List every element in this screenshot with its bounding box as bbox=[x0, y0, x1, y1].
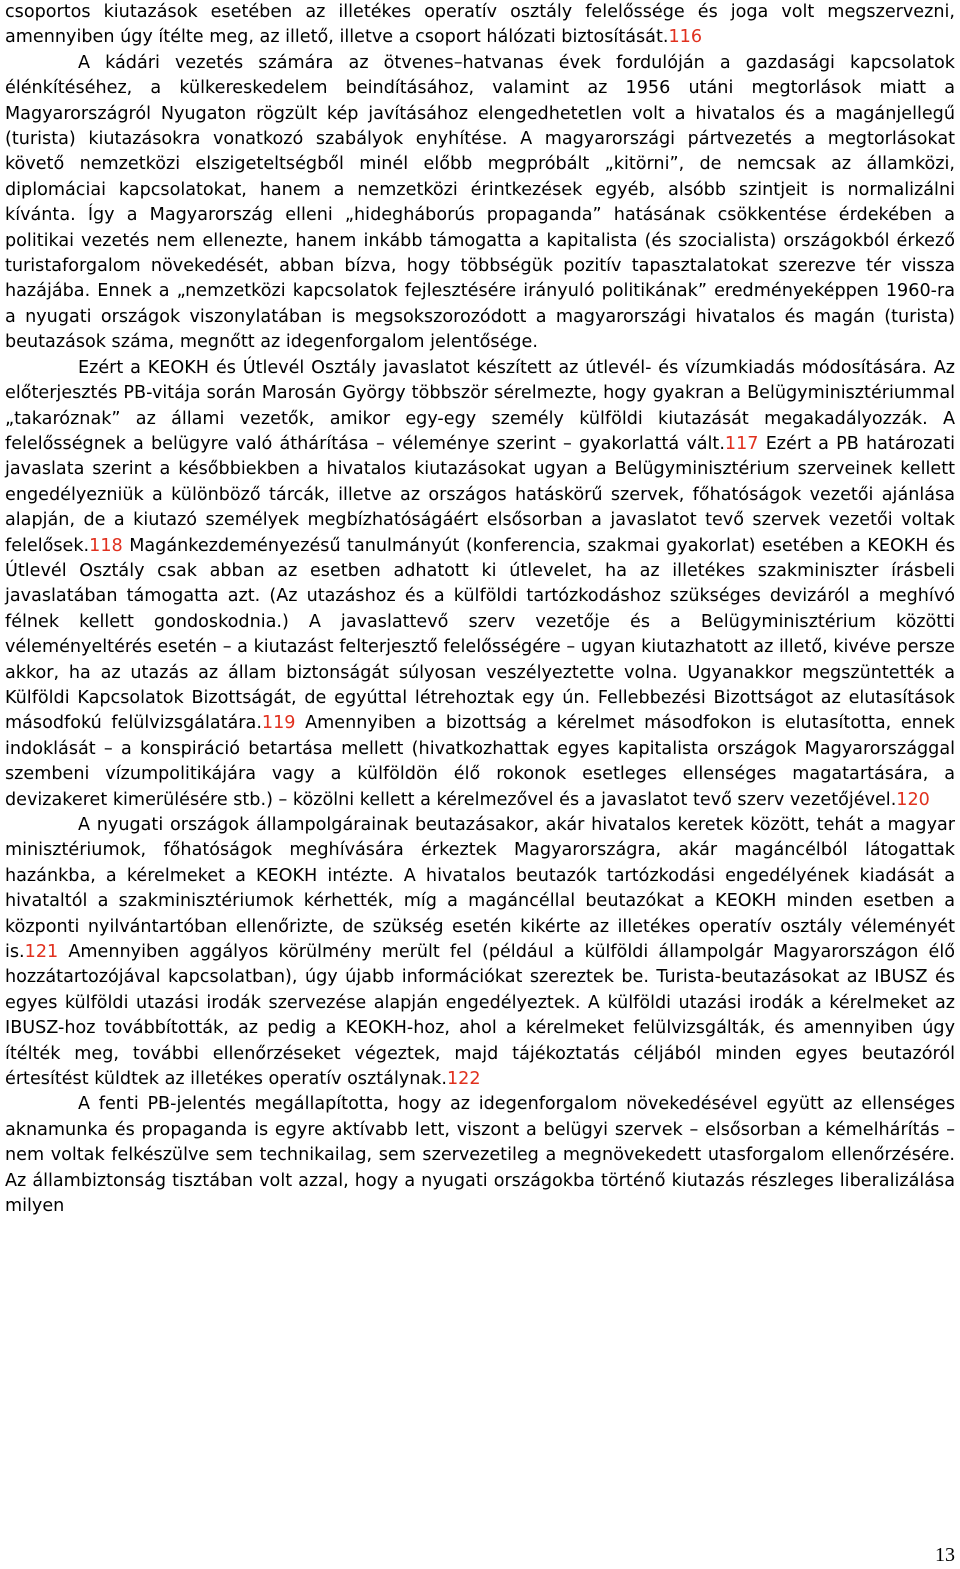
paragraph-text: A fenti PB-jelentés megállapította, hogy az idegenforgalom növekedésével együtt az ellenséges aknamunka és propaganda is egyre aktívabb lett, viszont a belügyi szervek – elsősorban a kémelhárítás – nem voltak felkészülve sem technikailag, sem szervezetileg a megnövekedett utasforgalom ellenőrzésére. Az állambiztonság tisztában volt azzal, hogy a nyugati országokba történő kiutazás részleges liberalizálása milyen bbox=[5, 1094, 955, 1217]
paragraph-text: Amennyiben a bizottság a kérelmet másodfokon is elutasította, ennek indoklását – a konspiráció betartása mellett (hivatkozhattak egyes kapitalista országok Magyarországgal szembeni vízumpolitikájára vagy a külföldön élő rokonok esetleges ellenséges magatartására, a devizakeret kimerülésére stb.) – közölni kellett a kérelmezővel és a javaslatot tevő szerv vezetőjével. bbox=[5, 713, 955, 810]
paragraph-text: Ezért a KEOKH és Útlevél Osztály javaslatot készített az útlevél- és vízumkiadás módosítására. Az előterjesztés PB-vitája során Marosán György többször sérelmezte, hogy gyakran a Belügyminisztériummal „takaróznak” az állami vezetők, amikor egy-egy személy külföldi kiutazását megakadályozzák. A felelősségnek a belügyre való áthárítása – véleménye szerint – gyakorlattá vált. bbox=[5, 357, 955, 454]
paragraph-text: A kádári vezetés számára az ötvenes–hatvanas évek fordulóján a gazdasági kapcsolatok élénkítéséhez, a külkereskedelem beindításához, valamint az 1956 utáni megtorlások miatt a Magyarországról Nyugaton rögzült kép javításához elengedhetetlen volt a hivatalos és a magánjellegű (turista) kiutazásokra vonatkozó szabályok enyhítése. A magyarországi pártvezetés a megtorlásokat követő nemzetközi elszigeteltségből minél előbb megpróbált „kitörni”, de nemcsak az államközi, diplomáciai kapcsolatokat, hanem a nemzetközi érintkezések egyéb, alsóbb szintjeit is normalizálni kívánta. Így a Magyarország elleni „hidegháborús propaganda” hatásának csökkentése érdekében a politikai vezetés nem ellenezte, hanem inkább támogatta a kapitalista (és szocialista) országokból érkező turistaforgalom növekedését, abban bízva, hogy többségük pozitív tapasztalatokat szerezve tér vissza hazájába. Ennek a „nemzetközi kapcsolatok fejlesztésére irányuló politikának” eredményeképpen 1960-ra a nyugati országok viszonylatában is megsokszorozódott a magyarországi hivatalos és magán (turista) beutazások száma, megnőtt az idegenforgalom jelentősége. bbox=[5, 52, 955, 353]
paragraph bbox=[5, 813, 955, 1092]
paragraph bbox=[5, 51, 955, 356]
paragraph bbox=[5, 1092, 955, 1219]
paragraph bbox=[5, 0, 955, 51]
paragraph-text: csoportos kiutazások esetében az illetékes operatív osztály felelőssége és joga volt megszervezni, amennyiben úgy ítélte meg, az illető, illetve a csoport hálózati biztosítását. bbox=[5, 2, 955, 48]
paragraph bbox=[5, 356, 955, 813]
paragraph-text: Magánkezdeményezésű tanulmányút (konferencia, szakmai gyakorlat) esetében a KEOKH és Útlevél Osztály csak abban az esetben adhatott ki útlevelet, ha az illetékes szakminiszter írásbeli javaslatában támogatta azt. (Az utazáshoz és a külföldi tartózkodáshoz szükséges devizáról a meghívó félnek kellett gondoskodnia.) A javaslattevő szerv vezetője és a Belügyminisztérium közötti véleményeltérés esetén – a kiutazást felterjesztő felelősségére – ugyan kiutazhatott az illető, kivéve persze akkor, ha az utazás az állam biztonságát súlyosan veszélyeztette volna. Ugyanakkor megszüntették a Külföldi Kapcsolatok Bizottságát, de egyúttal létrehoztak egy ún. Fellebbezési Bizottságot az elutasítások másodfokú felülvizsgálatára. bbox=[5, 535, 955, 734]
paragraph-text: A nyugati országok állampolgárainak beutazásakor, akár hivatalos keretek között, tehát a magyar minisztériumok, főhatóságok meghívására érkeztek Magyarországra, akár magáncélból látogattak hazánkba, a kérelmeket a KEOKH intézte. A hivatalos beutazók tartózkodási engedélyének kiadását a hivataltól a szakminisztériumok kérhették, míg a magáncéllal beutazókat a KEOKH minden esetben a központi nyilvántartóban ellenőrizte, de szükség esetén kikérte az illetékes operatív osztály véleményét is. bbox=[5, 815, 955, 963]
footnote-reference: 119 bbox=[261, 713, 296, 734]
page-number: 13 bbox=[935, 1544, 955, 1566]
footnote-reference: 122 bbox=[446, 1069, 481, 1090]
footnote-reference: 120 bbox=[896, 789, 930, 810]
footnote-reference: 121 bbox=[24, 942, 59, 963]
footnote-reference: 116 bbox=[668, 27, 703, 48]
document-body bbox=[5, 0, 955, 1220]
footnote-reference: 118 bbox=[89, 535, 123, 556]
paragraph-text: Ezért a PB határozati javaslata szerint a későbbiekben a hivatalos kiutazásokat ugyan a Belügyminisztérium szerveinek kellett engedélyezniük a különböző tárcák, illetve az országos hatáskörű szervek, főhatóságok vezetői ajánlása alapján, de a kiutazó személyek megbízhatóságáért elsősorban a javaslatot tevő szervek vezetői voltak felelősek. bbox=[5, 433, 956, 556]
paragraph-text: Amennyiben aggályos körülmény merült fel (például a külföldi állampolgár Magyarországon élő hozzátartozójával kapcsolatban), úgy újabb információkat szereztek be. Turista-beutazásokat az IBUSZ és egyes külföldi utazási irodák szervezése alapján engedélyeztek. A külföldi utazási irodák a kérelmeket az IBUSZ-hoz továbbították, az pedig a KEOKH-hoz, ahol a kérelmeket felülvizsgálták, és amennyiben úgy ítélték meg, további ellenőrzéseket végeztek, majd tájékoztatás céljából minden egyes beutazóról értesítést küldtek az illetékes operatív osztálynak. bbox=[5, 942, 955, 1090]
footnote-reference: 117 bbox=[724, 433, 759, 454]
